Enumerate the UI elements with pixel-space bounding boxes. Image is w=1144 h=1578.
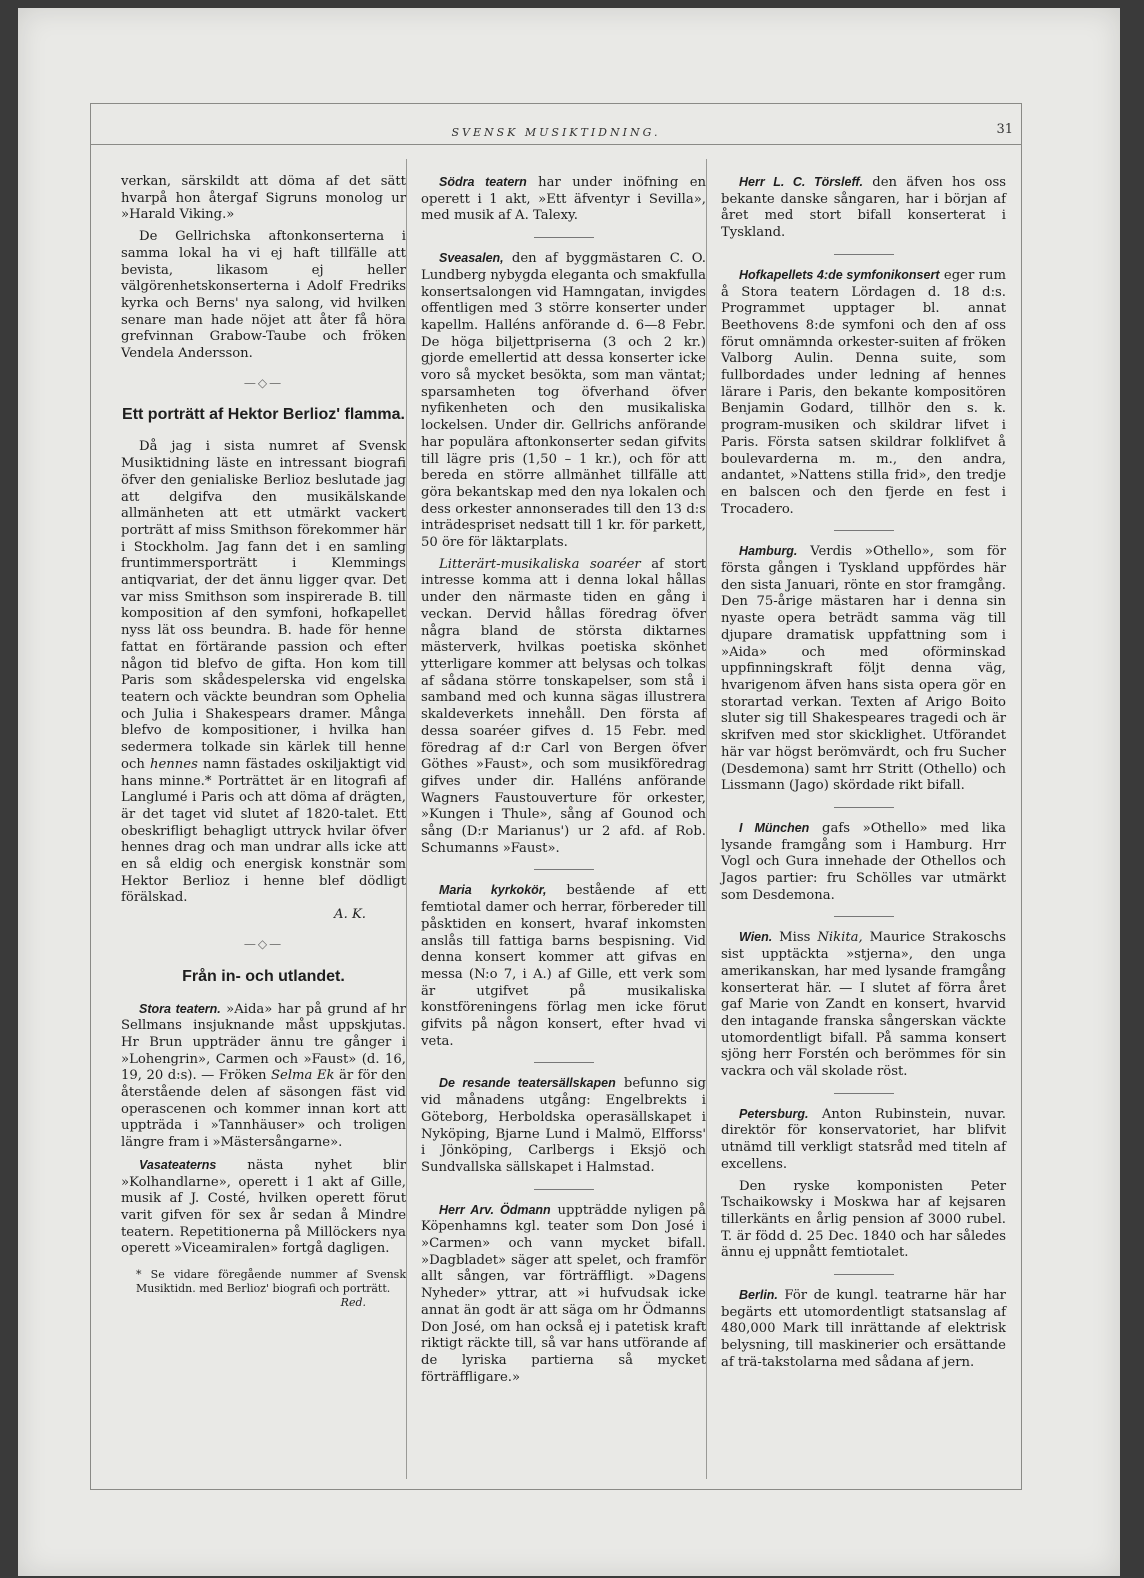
column-divider [406,159,407,1479]
news-text: bestående af ett femtiotal damer och herrar, förbereder till påsktiden en konsert, hvaraf inkomsten anslås till fattiga barns bespisning. Vid denna konsert kommer att gifvas en messa (N:o 7, i A.) af Gille, ett verk som är utgifvet på musikaliska konstföreningens förlag men icke förut gifvits på någon konsert, efter hvad vi veta. [421,883,707,1049]
item-separator [834,1274,894,1275]
italic-word: hennes [150,756,198,772]
news-text: nästa nyhet blir »Kolhandlarne», operett i 1 akt af Gille, musik af J. Costé, hvilken operett förut varit gifven för sex år sedan å Mindre teatern. Repetitionerna på Millöckers nya operett »Viceamiralen» fortgå dagligen. [121,1157,406,1257]
news-item [721,267,1006,519]
footnote [121,1268,406,1310]
ornament-divider: —◇— [243,936,284,951]
paragraph: Den ryske komponisten Peter Tschaikowsky i Moskwa har af kejsaren tillerkänts en årlig pension af 3000 rubel. T. är född d. 25 Dec. 1840 och har således ännu ej uppnått femtiotalet. [721,1178,1006,1261]
news-item [421,882,706,1050]
page-header [91,104,1021,145]
news-lead: Herr Arv. Ödmann [439,1202,551,1217]
paragraph: verkan, särskildt att döma af det sätt hvarpå hon återgaf Sigruns monolog ur »Harald Viking.» [121,174,406,223]
news-item [721,929,1006,1080]
news-item [421,174,706,225]
news-item [721,174,1006,242]
news-lead: Herr L. C. Törsleff. [739,175,864,189]
signature: A. K. [334,907,366,923]
page-frame [90,103,1022,1490]
italic-name: Nikita, [817,930,863,946]
page-number: 31 [996,122,1013,137]
item-separator [834,254,894,255]
news-text: Verdis »Othello», som för första gången i Tyskland uppfördes här den sista Januari, rönte en stor framgång. Den 75-årige mästaren har i denna sin nyaste opera beträdt samma väg till djupare dramatisk uppfattning som i »Aida» och med oförminskad uppfinningskraft följt denna väg, hvarigenom äfven hans sista opera gör en storartad verkan. Texten af Arigo Boito sluter sig till Shakespeares tragedi och är skrifven med stor skicklighet. Utförandet här var högst berömvärdt, och fru Sucher (Desdemona) samt hrr Stritt (Othello) och Lissmann (Jago) skördade rikt bifall. [721,544,1006,794]
news-text: befunno sig vid månadens utgång: Engelbrekts i Göteborg, Herboldska operasällskapet i Nyköping, Bjarne Lund i Malmö, Elfforss' i Jönköping, Carlbergs i Eksjö och Sundvallska sällskapet i Halmstad. [421,1076,706,1175]
paragraph: De Gellrichska aftonkonserterna i samma lokal ha vi ej haft tillfälle att bevista, likasom ej heller välgörenhetskonserterna i Adolf Fredriks kyrka och Berns' nya salong, vid hvilken senare man hade nöjet att åter få höra grefvinnan Grabow-Taube och fröken Vendela Andersson. [121,229,406,362]
item-separator [834,1093,894,1094]
news-item [121,1001,406,1152]
news-lead: I München [739,820,810,835]
item-separator [534,1189,594,1190]
news-text: är för den återstående delen af säsongen fäst vid operascenen och kommer innan kort att uppträda i »Tannhäuser» och troligen längre fram i »Mästersångarne». [121,1068,406,1151]
body-text: Då jag i sista numret af Svensk Musiktidning läste en intressant biografi öfver den genialiske Berlioz beslutade jag att delgifva den musikälskande allmänheten att ett utmärkt vackert porträtt af miss Smithson förekommer här i Stockholm. Jag fann det i en samling fruntimmersporträtt i Klemmings antiqvariat, der det ännu ligger qvar. Det var miss Smithson som inspirerade B. till komposition af den symfoni, hofkapellet nyss lät oss beundra. B. hade för henne fattat en förtärande passion och efter någon tid blefvo de gifta. Hon kom till Paris som skådespelerska vid engelska teatern och väckte beundran som Ophelia och Julia i Shakespears dramer. Många blefvo de kompositioner, i hvilka han sedermera tolkade sin kärlek till henne och [121,439,406,772]
column-2 [421,174,706,1391]
news-item [421,1075,706,1176]
item-separator [834,530,894,531]
newspaper-page [18,8,1120,1576]
news-lead: Södra teatern [439,175,527,189]
news-lead: Wien. [739,930,773,945]
news-text: har under inöfning en operett i 1 akt, »Ett äfventyr i Sevilla», med musik af A. Talexy. [421,175,706,224]
footnote-signature: Red. [340,1296,366,1310]
news-item [721,1287,1006,1372]
news-lead: Maria kyrkokör, [439,883,547,898]
news-lead: Stora teatern. [139,1001,221,1016]
news-text: Anton Rubinstein, nuvar. direktör för konservatoriet, har blifvit utnämd till verkligt statsråd med titeln af excellens. [721,1106,1006,1172]
column-3 [721,174,1006,1377]
news-text: uppträdde nyligen på Köpenhamns kgl. teater som Don José i »Carmen» och vann mycket bifall. »Dagbladet» säger att spelet, och framför allt sången, var förträffligt. »Dagens Nyheder» yttrar, att »i hufvudsak icke annat än godt är att säga om hr Ödmanns Don José, om han också ej i patetisk kraft riktigt räckte till, så var hans utförande af de lyriska partierna så mycket förträffligare.» [421,1202,706,1385]
news-lead: Sveasalen, [439,251,504,266]
news-item [421,250,706,552]
news-lead: Petersburg. [739,1106,809,1121]
item-separator [834,916,894,917]
body-text: namn fästades oskiljaktigt vid hans minne.* Porträttet är en litografi af Langlumé i Paris och att döma af drägten, är det taget vid slutet af 1820-talet. Ett obeskrifligt behagligt uttryck hvilar öfver hennes drag och man undrar alls icke att en så eldig och energisk konstnär som Hektor Berlioz i henne blef dödligt förälskad. [121,756,406,906]
news-lead: De resande teatersällskapen [439,1076,616,1091]
news-item [721,543,1006,795]
news-lead-italic: Litterärt-musikaliska soaréer [439,556,641,572]
news-lead: Hamburg. [739,544,798,559]
column-divider [706,159,707,1479]
item-separator [534,869,594,870]
news-item [421,1202,706,1387]
article-heading: Ett porträtt af Hektor Berlioz' flamma. [122,406,405,424]
news-lead: Hofkapellets 4:de symfonikonsert [739,267,940,282]
column-1 [121,174,406,1310]
news-item [721,1106,1006,1174]
footnote-text: * Se vidare föregående nummer af Svensk Musiktidn. med Berlioz' biografi och porträtt. [136,1268,406,1296]
news-lead: Berlin. [739,1288,778,1303]
news-text: den äfven hos oss bekante danske sångaren, har i början af året med stort bifall konserterat i Tyskland. [721,175,1006,241]
news-text: För de kungl. teatrarne här har begärts ett utomordentligt statsanslag af 480,000 Mark till inrättande af elektrisk belysning, till maskinerier och ersättande af trä-takstolarna med sådana af jern. [721,1288,1006,1370]
news-text: Maurice Strakoschs sist upptäckta »stjerna», den unga amerikanskan, har med lysande framgång konserterat här. — I slutet af förra året gaf Marie von Zandt en konsert, hvarvid den intagande franska sångerskan väckte utomordentligt bifall. På samma konsert sjöng herr Forstén och berömmes för sin vackra och väl skolade röst. [721,930,1006,1080]
news-text: Miss [779,930,811,946]
news-text: gafs »Othello» med lika lysande framgång som i Hamburg. Hrr Vogl och Gura innehade der Othellos och Jagos partier: fru Schölles var utmärkt som Desdemona. [721,820,1006,903]
news-text: »Aida» har på grund af hr Sellmans insjuknande måst uppskjutas. Hr Brun uppträder ännu tre gånger i »Lohengrin», Carmen och »Faust» (d. 16, 19, 20 d:s). — Fröken [121,1001,406,1084]
running-title: SVENSK MUSIKTIDNING. [451,126,661,139]
item-separator [834,807,894,808]
article-body [121,439,406,923]
item-separator [534,237,594,238]
news-item [421,557,706,858]
news-item [721,820,1006,905]
section-heading: Från in- och utlandet. [182,967,345,985]
item-separator [534,1062,594,1063]
news-text: den af byggmästaren C. O. Lundberg nybygda eleganta och smakfulla konsertsalongen vid Hamngatan, invigdes offentligen med 3 större konserter under kapellm. Halléns anförande d. 6—8 Febr. De höga biljettpriserna (3 och 2 kr.) gjorde emellertid att dessa konserter icke voro så mycket besökta, som man väntat; sparsamheten tog öfverhand öfver nyfikenheten och den musikaliska lockelsen. Under dir. Gellrichs anförande har populära aftonkonserter sedan gifvits till lägre pris (1,50 – 1 kr.), och för att bereda en större allmänhet tillfälle att göra bekantskap med den nya lokalen och dess orkester annonserades till den 13 d:s inträdespriset nedsatt till 1 kr. för parkett, 50 öre för läktarplats. [421,251,706,551]
news-text: af stort intresse komma att i denna lokal hållas under den närmaste tiden en gång i veckan. Dervid hållas föredrag öfver några bland de största diktarnes mästerverk, hvilkas poetiska skönhet ytterligare kommer att belysas och tolkas af sådana större tonskapelser, som stå i samband med och kunna sägas illustrera skaldeverkets innehåll. Den första af dessa soaréer gifves d. 15 Febr. med föredrag af d:r Carl von Bergen öfver Göthes »Faust», och som musikföredrag gifves under dir. Halléns anförande Wagners Faustouverture för orkester, »Kungen i Thule», sång af Gounod och sång (D:r Marianus') ur 2 afd. af Rob. Schumanns »Faust». [421,556,706,856]
news-lead: Vasateaterns [139,1157,217,1172]
italic-name: Selma Ek [271,1068,335,1084]
ornament-divider: —◇— [243,375,284,390]
news-item [121,1157,406,1258]
news-text: eger rum å Stora teatern Lördagen d. 18 d:s. Programmet upptager bl. annat Beethovens 8:de symfoni och den af oss förut omnämnda orkester-suiten af fröken Valborg Aulin. Denna suite, som fullbordades under ledning af hennes lärare i Paris, den bekante kompositören Benjamin Godard, tillhör den s. k. program-musiken och skildrar lifvet i Paris. Första satsen skildrar folklifvet å boulevarderna m. m., den andra, andantet, »Nattens stilla frid», den tredje en balscen och den fjerde en fest i Trocadero. [721,267,1006,517]
